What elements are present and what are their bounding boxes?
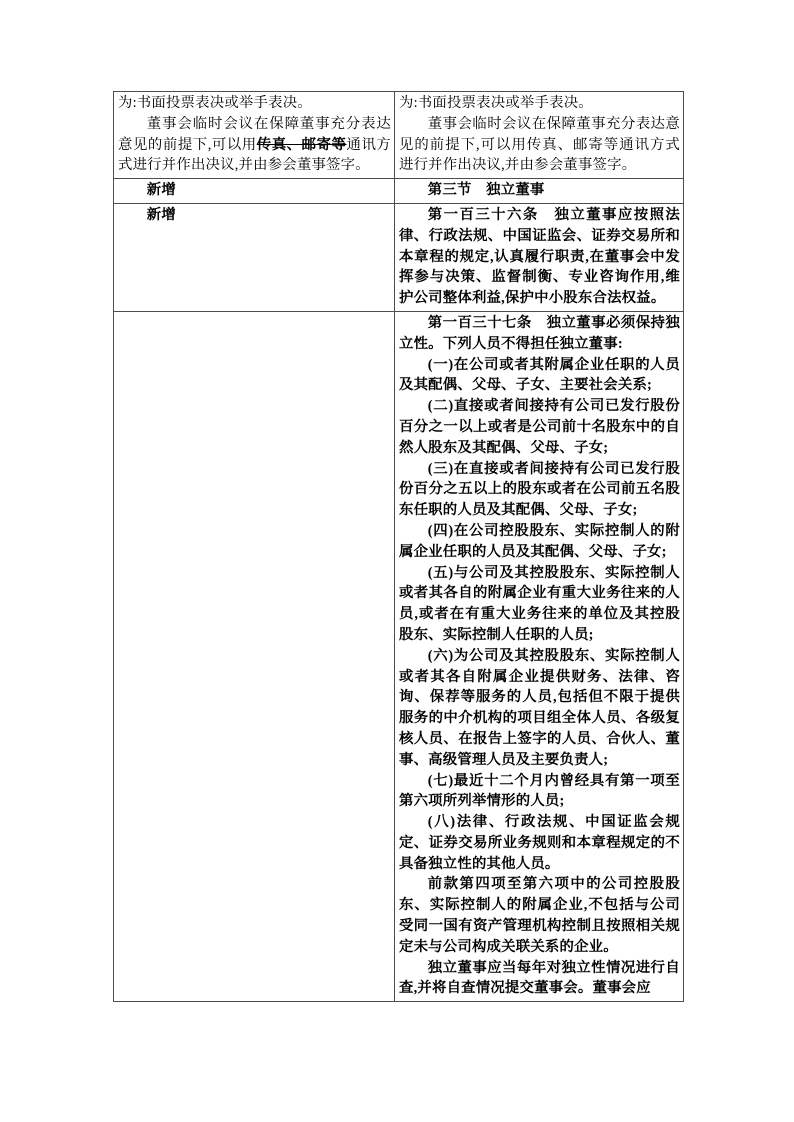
paragraph [399,355,680,397]
new-version-cell [395,311,684,1001]
old-version-cell [114,179,395,204]
table-row-article-137 [114,311,684,1001]
paragraph [399,563,680,646]
text-run: (七)最近十二个月内曾经具有第一项至第六项所列举情形的人员; [399,772,680,810]
paragraph [118,205,391,226]
text-run: 第一百三十七条 独立董事必须保持独立性。下列人员不得担任独立董事: [399,314,680,352]
text-run: 新增 [146,206,176,223]
paragraph [118,114,391,176]
old-version-cell [114,203,395,311]
text-run: (三)在直接或者间接持有公司已发行股份百分之五以上的股东或者在公司前五名股东任职的人员及其配偶、父母、子女; [399,460,680,519]
deleted-text-run: 传真、邮寄等 [256,136,347,153]
table-row-article-136 [114,203,684,311]
paragraph [399,459,680,521]
comparison-table-body [114,92,684,1002]
paragraph [399,812,680,874]
text-run: 独立董事应当每年对独立性情况进行自查,并将自查情况提交董事会。董事会应 [399,959,680,997]
new-version-cell [395,179,684,204]
text-run: (四)在公司控股股东、实际控制人的附属企业任职的人员及其配偶、父母、子女; [399,522,680,560]
text-run: (五)与公司及其控股股东、实际控制人或者其各自的附属企业有重大业务往来的人员,或者在有重大业务往来的单位及其控股股东、实际控制人任职的人员; [399,564,680,643]
text-run: 通讯方式进行并作出决议,并由参会董事签字。 [118,136,391,174]
text-run: (一)在公司或者其附属企业任职的人员及其配偶、父母、子女、主要社会关系; [399,356,680,394]
paragraph [399,646,680,771]
old-version-cell [114,92,395,179]
paragraph [399,771,680,813]
text-run: 董事会临时会议在保障董事充分表达意见的前提下,可以用 [118,115,391,153]
paragraph [399,205,680,309]
paragraph [399,93,680,114]
text-run: 新增 [146,182,176,199]
text-run: (八)法律、行政法规、中国证监会规定、证券交易所业务规则和本章程规定的不具备独立性的其他人员。 [399,814,680,872]
text-run: 第三节 独立董事 [427,182,545,199]
new-version-cell [395,203,684,311]
text-run: (二)直接或者间接持有公司已发行股份百分之一以上或者是公司前十名股东中的自然人股东及其配偶、父母、子女; [399,398,680,456]
old-version-cell [114,311,395,1001]
paragraph [399,114,680,176]
text-run: 为:书面投票表决或举手表决。 [399,95,593,111]
paragraph [399,958,680,1000]
paragraph [118,180,391,201]
text-run: 第一百三十六条 独立董事应按照法律、行政法规、中国证监会、证券交易所和本章程的规定,认真履行职责,在董事会中发挥参与决策、监督制衡、专业咨询作用,维护公司整体利益,保护中小股东合法权益。 [399,206,680,307]
text-run: 为:书面投票表决或举手表决。 [118,95,312,111]
paragraph [399,180,680,201]
paragraph [118,93,391,114]
paragraph [399,313,680,355]
comparison-table [113,91,684,1002]
paragraph [399,874,680,957]
new-version-cell [395,92,684,179]
table-row-meeting-voting-method [114,92,684,179]
paragraph [399,396,680,458]
text-run: 董事会临时会议在保障董事充分表达意见的前提下,可以用传真、邮寄等通讯方式进行并作出决议,并由参会董事签字。 [399,115,680,174]
table-row-section-3-heading [114,179,684,204]
text-run: 前款第四项至第六项中的公司控股股东、实际控制人的附属企业,不包括与公司受同一国有资产管理机构控制且按照相关规定未与公司构成关联关系的企业。 [399,876,680,955]
text-run: (六)为公司及其控股股东、实际控制人或者其各自附属企业提供财务、法律、咨询、保荐等服务的人员,包括但不限于提供服务的中介机构的项目组全体人员、各级复核人员、在报告上签字的人员、合伙人、董事、高级管理人员及主要负责人; [399,647,680,768]
paragraph [399,521,680,563]
